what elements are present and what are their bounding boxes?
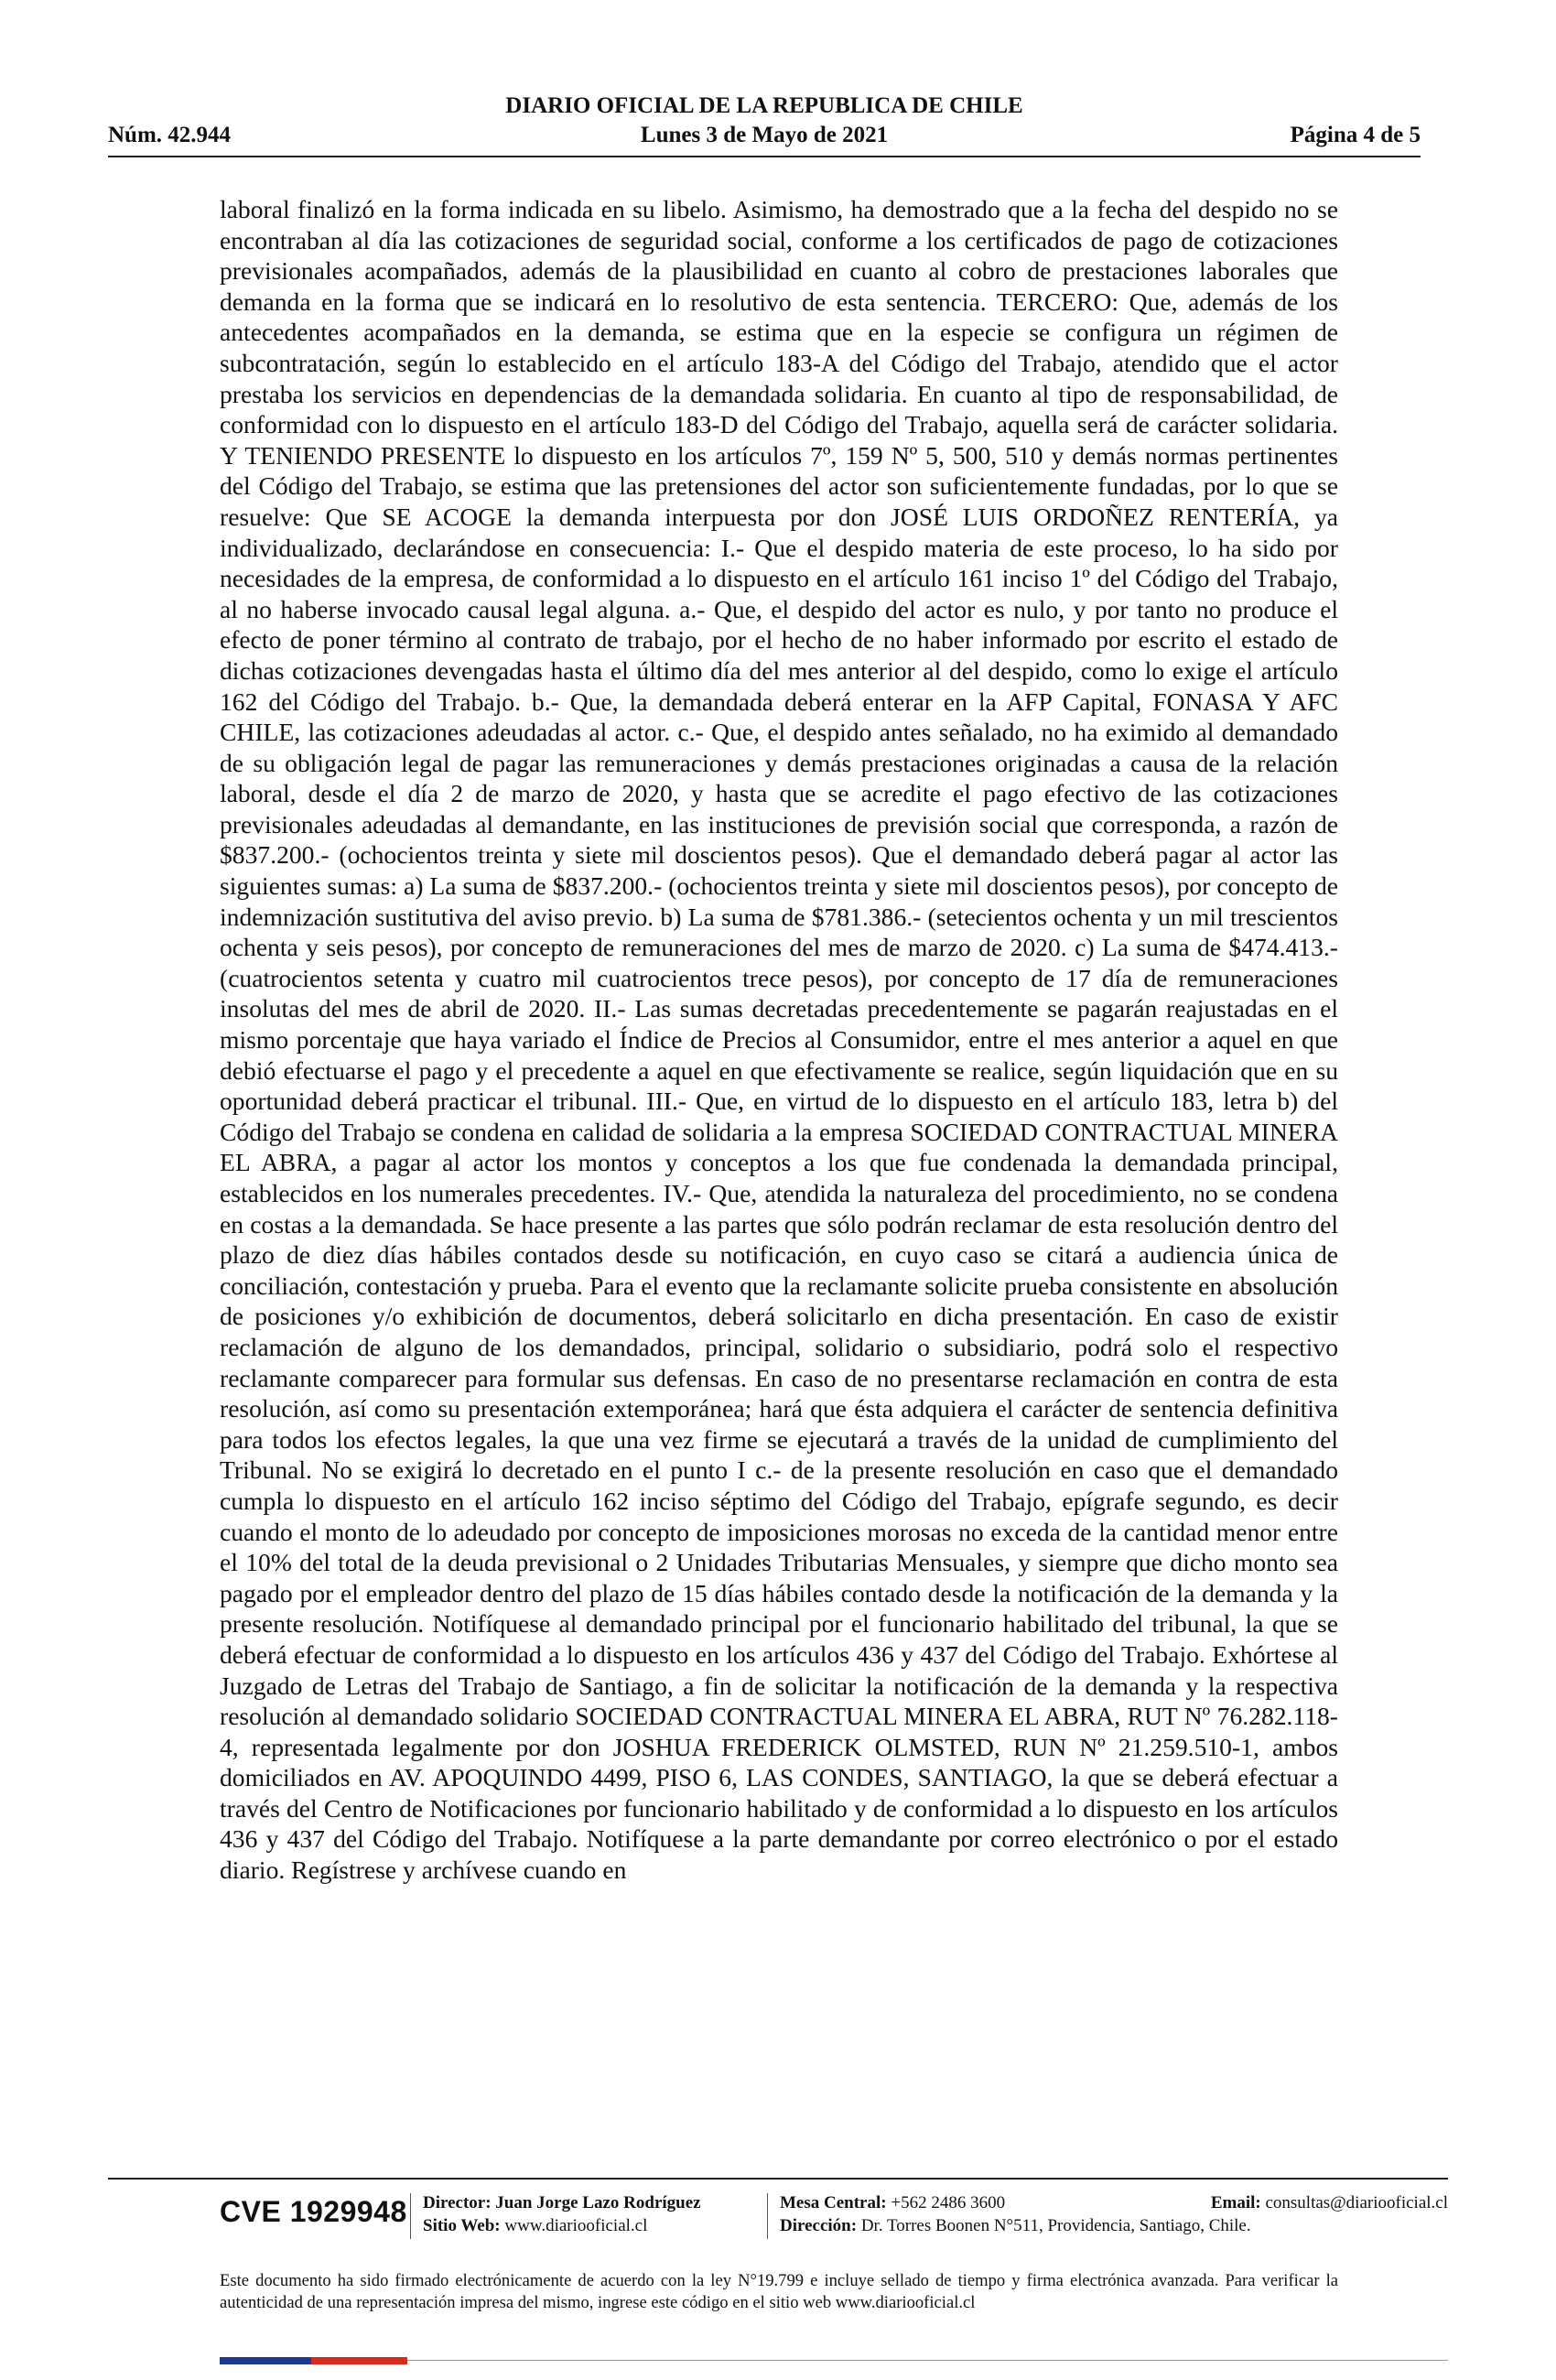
email-label: Email: [1210,2193,1261,2212]
flag-blue-bar [220,2357,311,2364]
page-header [108,92,1421,152]
cve-code: CVE 1929948 [220,2195,407,2228]
central-label: Mesa Central: [780,2193,887,2212]
flag-stripe [220,2357,407,2364]
site-link[interactable]: www.diariooficial.cl [504,2216,648,2235]
flag-red-bar [311,2357,407,2364]
page-number: Página 4 de 5 [1290,123,1421,147]
email-link[interactable]: consultas@diariooficial.cl [1265,2193,1448,2212]
publication-title: DIARIO OFICIAL DE LA REPUBLICA DE CHILE [505,93,1023,118]
header-divider [108,156,1421,157]
flag-line [407,2360,1448,2361]
footer-contact-block [780,2191,1448,2237]
director-name: Juan Jorge Lazo Rodríguez [495,2193,701,2212]
footer-divider [108,2178,1448,2180]
address-value: Dr. Torres Boonen N°511, Providencia, Santiago, Chile. [860,2216,1251,2235]
site-label: Sitio Web: [423,2216,501,2235]
page-footer [220,2190,1448,2243]
issue-date: Lunes 3 de Mayo de 2021 [640,123,889,147]
central-phone: +562 2486 3600 [891,2193,1006,2212]
address-label: Dirección: [780,2216,858,2235]
legal-notice: Este documento ha sido firmado electrónicamente de acuerdo con la ley N°19.799 e incluye sellado de tiempo y firma electrónica avanzada. Para verificar la autenticidad de una representación impresa del mismo, ingrese este código en el sitio web www.diariooficial.cl [220,2271,1338,2312]
document-body: laboral finalizó en la forma indicada en su libelo. Asimismo, ha demostrado que a la fecha del despido no se encontraban al día las cotizaciones de seguridad social, conforme a los certificados de pago de cotizaciones previsionales acompañados, además de la plausibilidad en cuanto al cobro de prestaciones laborales que demanda en la forma que se indicará en lo resolutivo de esta sentencia. TERCERO: Que, además de los antecedentes acompañados en la demanda, se estima que en la especie se configura un régimen de subcontratación, según lo establecido en el artículo 183-A del Código del Trabajo, atendido que el actor prestaba los servicios en dependencias de la demandada solidaria. En cuanto al tipo de responsabilidad, de conformidad con lo dispuesto en el artículo 183-D del Código del Trabajo, aquella será de carácter solidaria. Y TENIENDO PRESENTE lo dispuesto en los artículos 7º, 159 Nº 5, 500, 510 y demás normas pertinentes del Código del Trabajo, se estima que las pretensiones del actor son suficientemente fundadas, por lo que se resuelve: Que SE ACOGE la demanda interpuesta por don JOSÉ LUIS ORDOÑEZ RENTERÍA, ya individualizado, declarándose en consecuencia: I.- Que el despido materia de este proceso, lo ha sido por necesidades de la empresa, de conformidad a lo dispuesto en el artículo 161 inciso 1º del Código del Trabajo, al no haberse invocado causal legal alguna. a.- Que, el despido del actor es nulo, y por tanto no produce el efecto de poner término al contrato de trabajo, por el hecho de no haber informado por escrito el estado de dichas cotizaciones devengadas hasta el último día del mes anterior al del despido, como lo exige el artículo 162 del Código del Trabajo. b.- Que, la demandada deberá enterar en la AFP Capital, FONASA Y AFC CHILE, las cotizaciones adeudadas al actor. c.- Que, el despido antes señalado, no ha eximido al demandado de su obligación legal de pagar las remuneraciones y demás prestaciones originadas a causa de la relación laboral, desde el día 2 de marzo de 2020, y hasta que se acredite el pago efectivo de las cotizaciones previsionales adeudadas al demandante, en las instituciones de previsión social que corresponda, a razón de $837.200.- (ochocientos treinta y siete mil doscientos pesos). Que el demandado deberá pagar al actor las siguientes sumas: a) La suma de $837.200.- (ochocientos treinta y siete mil doscientos pesos), por concepto de indemnización sustitutiva del aviso previo. b) La suma de $781.386.- (setecientos ochenta y un mil trescientos ochenta y seis pesos), por concepto de remuneraciones del mes de marzo de 2020. c) La suma de $474.413.- (cuatrocientos setenta y cuatro mil cuatrocientos trece pesos), por concepto de 17 día de remuneraciones insolutas del mes de abril de 2020. II.- Las sumas decretadas precedentemente se pagarán reajustadas en el mismo porcentaje que haya variado el Índice de Precios al Consumidor, entre el mes anterior a aquel en que debió efectuarse el pago y el precedente a aquel en que efectivamente se realice, según liquidación que en su oportunidad deberá practicar el tribunal. III.- Que, en virtud de lo dispuesto en el artículo 183, letra b) del Código del Trabajo se condena en calidad de solidaria a la empresa SOCIEDAD CONTRACTUAL MINERA EL ABRA, a pagar al actor los montos y conceptos a los que fue condenada la demandada principal, establecidos en los numerales precedentes. IV.- Que, atendida la naturaleza del procedimiento, no se condena en costas a la demandada. Se hace presente a las partes que sólo podrán reclamar de esta resolución dentro del plazo de diez días hábiles contados desde su notificación, en cuyo caso se citará a audiencia única de conciliación, contestación y prueba. Para el evento que la reclamante solicite prueba consistente en absolución de posiciones y/o exhibición de documentos, deberá solicitarlo en dicha presentación. En caso de existir reclamación de alguno de los demandados, principal, solidario o subsidiario, podrá solo el respectivo reclamante comparecer para formular sus defensas. En caso de no presentarse reclamación en contra de esta resolución, así como su presentación extemporánea; hará que ésta adquiera el carácter de sentencia definitiva para todos los efectos legales, la que una vez firme se ejecutará a través de la unidad de cumplimiento del Tribunal. No se exigirá lo decretado en el punto I c.- de la presente resolución en caso que el demandado cumpla lo dispuesto en el artículo 162 inciso séptimo del Código del Trabajo, epígrafe segundo, es decir cuando el monto de lo adeudado por concepto de imposiciones morosas no exceda de la cantidad menor entre el 10% del total de la deuda previsional o 2 Unidades Tributarias Mensuales, y siempre que dicho monto sea pagado por el empleador dentro del plazo de 15 días hábiles contado desde la notificación de la demanda y la presente resolución. Notifíquese al demandado principal por el funcionario habilitado del tribunal, la que se deberá efectuar de conformidad a lo dispuesto en los artículos 436 y 437 del Código del Trabajo. Exhórtese al Juzgado de Letras del Trabajo de Santiago, a fin de solicitar la notificación de la demanda y la respectiva resolución al demandado solidario SOCIEDAD CONTRACTUAL MINERA EL ABRA, RUT Nº 76.282.118-4, representada legalmente por don JOSHUA FREDERICK OLMSTED, RUN Nº 21.259.510-1, ambos domiciliados en AV. APOQUINDO 4499, PISO 6, LAS CONDES, SANTIAGO, la que se deberá efectuar a través del Centro de Notificaciones por funcionario habilitado y de conformidad a lo dispuesto en los artículos 436 y 437 del Código del Trabajo. Notifíquese a la parte demandante por correo electrónico o por el estado diario. Regístrese y archívese cuando en [220,195,1338,1885]
footer-director-block [423,2191,701,2237]
footer-separator [410,2193,411,2239]
issue-number: Núm. 42.944 [108,123,232,147]
footer-separator [767,2193,768,2239]
director-label: Director: [423,2193,492,2212]
